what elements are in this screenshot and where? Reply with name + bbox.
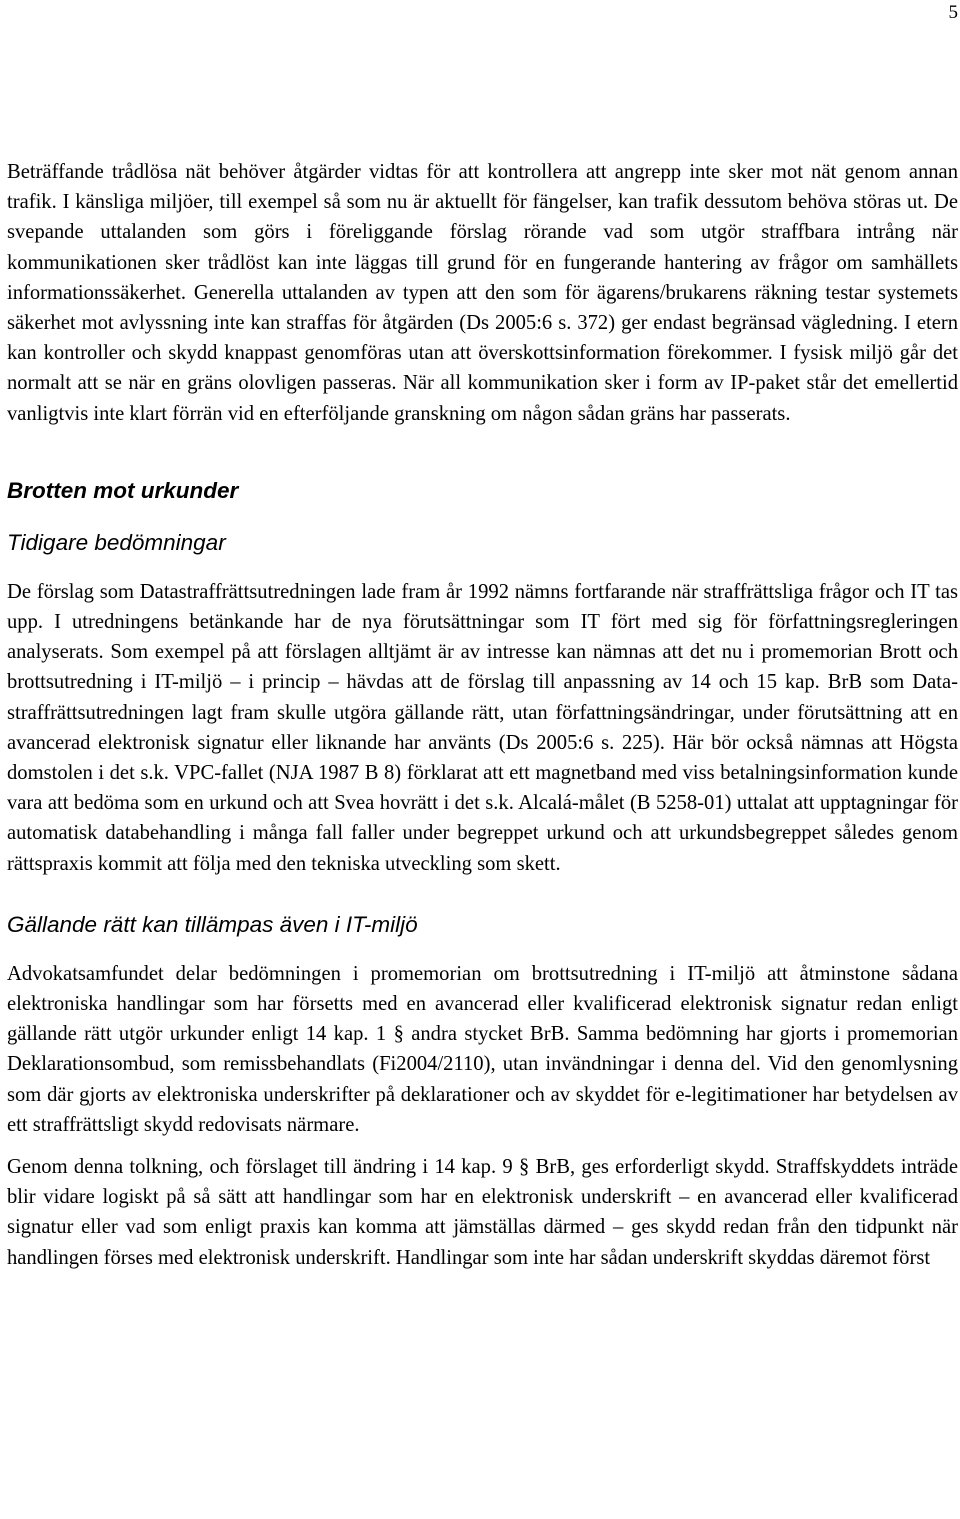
page-number: 5 [948,2,958,23]
gallande-ratt-paragraph-1: Advokatsamfundet delar bedömningen i promemorian om brottsutredning i IT-miljö att åtminstone sådana elektroniska handlingar som har försetts med en avancerad eller kvalificerad elektronisk signatur redan enligt gällande rätt utgör urkunder enligt 14 kap. 1 § andra stycket BrB. Samma bedömning har gjorts i promemorian Deklarationsombud, som remissbehandlats (Fi2004/2110), utan invändningar i denna del. Vid den genomlysning som där gjorts av elektroniska underskrifter på deklarationer och av skyddet för e-legitimationer har betydelsen av ett straffrättsligt skydd redovisats närmare. [7,962,958,1136]
gallande-ratt-paragraph-2: Genom denna tolkning, och förslaget till ändring i 14 kap. 9 § BrB, ges erforderligt skydd. Straffskyddets inträde blir vidare logiskt på så sätt att handlingar som har en elektronisk underskrift – en avancerad eller kvalificerad signatur eller vad som enligt praxis kan komma att jämställas därmed – ges skydd redan från den tidpunkt när handlingen förses med elektronisk underskrift. Handlingar som inte har sådan underskrift skyddas däremot först [7,1156,958,1269]
document-body [7,157,958,1273]
tidigare-bedomningar-paragraph: De förslag som Datastraffrättsutredningen lade fram år 1992 nämns fortfarande när straffrättsliga frågor och IT tas upp. I utredningens betänkande har de nya förutsättningar som IT fört med sig för författningsregleringen analyserats. Som exempel på att förslagen alltjämt är av intresse kan nämnas att det nu i promemorian Brott och brottsutredning i IT-miljö – i princip – hävdas att de förslag till anpassning av 14 och 15 kap. BrB som Datastraffrättsutredningen lagt fram skulle utgöra gällande rätt, utan författningsändringar, under förutsättning att en avancerad elektronisk signatur eller liknande har använts (Ds 2005:6 s. 225). Här bör också nämnas att Högsta domstolen i det s.k. VPC-fallet (NJA 1987 B 8) förklarat att ett magnetband med viss betalningsinformation kunde vara att bedöma som en urkund och att Svea hovrätt i det s.k. Alcalá-målet (B 5258-01) uttalat att upptagningar för automatisk databehandling i många fall faller under begreppet urkund och att urkundsbegreppet således genom rättspraxis kommit att följa med den tekniska utveckling som skett. [7,580,958,875]
subsection-heading-tidigare-bedomningar: Tidigare bedömningar [7,529,226,555]
section-heading-brotten-mot-urkunder: Brotten mot urkunder [7,477,239,503]
intro-paragraph: Beträffande trådlösa nät behöver åtgärder vidtas för att kontrollera att angrepp inte sker mot nät genom annan trafik. I känsliga miljöer, till exempel så som nu är aktuellt för fängelser, kan trafik dessutom behöva störas ut. De svepande uttalanden som görs i föreliggande förslag rörande vad som utgör straffbara intrång när kommunikationen sker trådlöst kan inte läggas till grund för en fungerande hantering av frågor om samhällets informationssäkerhet. Generella uttalanden av typen att den som för ägarens/brukarens räkning testar systemets säkerhet mot avlyssning inte kan straffas för åtgärden (Ds 2005:6 s. 372) ger endast begränsad vägledning. I etern kan kontroller och skydd knappast genomföras utan att överskottsinformation förekommer. I fysisk miljö går det normalt att se när en gräns olovligen passeras. När all kommunikation sker i form av IP-paket står det emellertid vanligtvis inte klart förrän vid en efterföljande granskning om någon sådan gräns har passerats. [7,161,958,425]
subsection-heading-gallande-ratt: Gällande rätt kan tillämpas även i IT-miljö [7,911,418,937]
